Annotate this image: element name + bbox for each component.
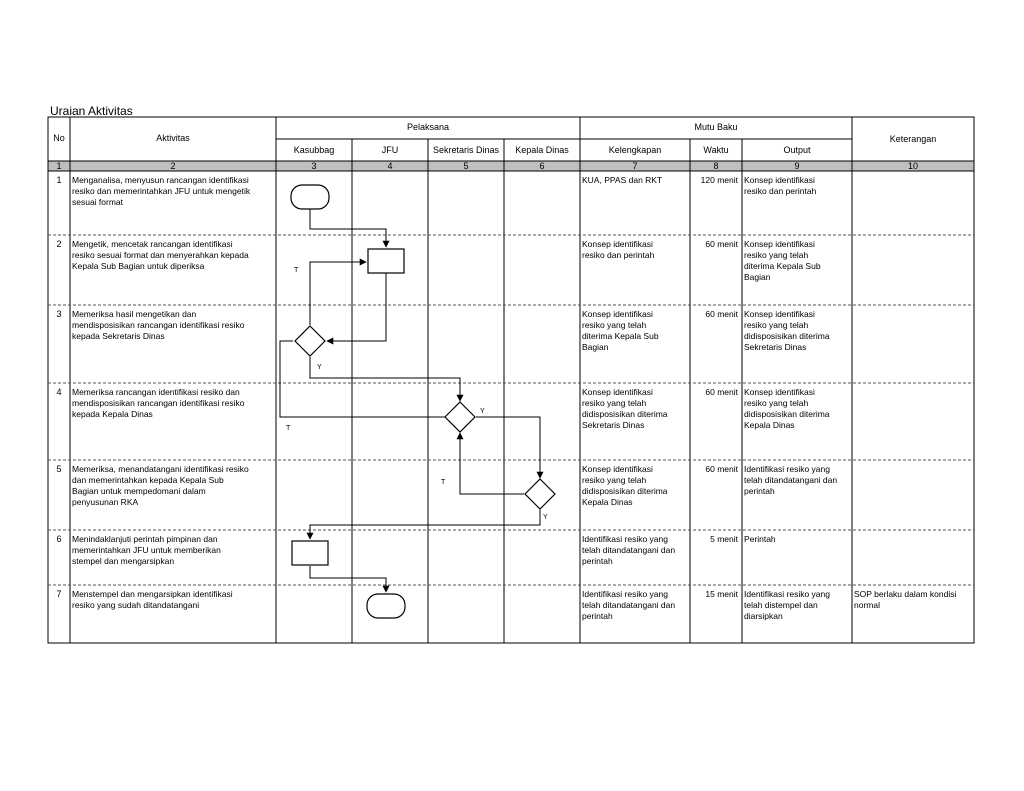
output-text: perintah [744, 486, 775, 496]
activity-text: Menstempel dan mengarsipkan identifikasi [72, 589, 233, 599]
column-number: 2 [170, 161, 176, 171]
kelengkapan-text: KUA, PPAS dan RKT [582, 175, 663, 185]
header-mutu-baku: Mutu Baku [694, 122, 738, 132]
kelengkapan-text: Kepala Dinas [582, 497, 633, 507]
connector-decision3-yes [310, 510, 540, 539]
document-title: Uraian Aktivitas [50, 104, 133, 118]
output-text: Sekretaris Dinas [744, 342, 807, 352]
column-number: 4 [387, 161, 393, 171]
kelengkapan-text: didisposisikan diterima [582, 486, 668, 496]
activity-text: mendisposisikan rancangan identifikasi resiko [72, 398, 245, 408]
row-number: 7 [56, 589, 62, 599]
connector-start-to-jfu [310, 209, 386, 247]
column-number: 5 [463, 161, 469, 171]
keterangan-text: normal [854, 600, 880, 610]
activity-text: penyusunan RKA [72, 497, 139, 507]
connector-jfu-to-decision1 [327, 273, 386, 341]
activity-text: Bagian untuk mempedomani dalam [72, 486, 206, 496]
decision-kepala-dinas [525, 479, 555, 509]
output-text: Perintah [744, 534, 776, 544]
output-text: diarsipkan [744, 611, 783, 621]
activity-text: resiko yang sudah ditandatangani [72, 600, 200, 610]
activity-text: Menganalisa, menyusun rancangan identifikasi [72, 175, 249, 185]
header-aktivitas: Aktivitas [156, 133, 190, 143]
activity-text: stempel dan mengarsipkan [72, 556, 175, 566]
output-text: Konsep identifikasi [744, 239, 815, 249]
header-keterangan: Keterangan [889, 134, 937, 144]
header-actor-3: Sekretaris Dinas [432, 145, 500, 155]
kelengkapan-text: didisposisikan diterima [582, 409, 668, 419]
keterangan-text: SOP berlaku dalam kondisi [854, 589, 957, 599]
column-number: 3 [311, 161, 317, 171]
process-jfu-typing [368, 249, 404, 273]
activity-text: Memeriksa hasil mengetikan dan [72, 309, 197, 319]
output-text: Bagian [744, 272, 771, 282]
activity-text: Kepala Sub Bagian untuk diperiksa [72, 261, 205, 271]
kelengkapan-text: Identifikasi resiko yang [582, 534, 668, 544]
start-terminator [291, 185, 329, 209]
row-number: 1 [56, 175, 62, 185]
label-t: T [286, 425, 291, 432]
row-number: 6 [56, 534, 62, 544]
waktu-text: 60 menit [705, 464, 738, 474]
connector-decision2-no [280, 341, 445, 417]
row-number: 5 [56, 464, 62, 474]
header-actor-1: Kasubbag [293, 145, 335, 155]
kelengkapan-text: Konsep identifikasi [582, 309, 653, 319]
kelengkapan-text: Konsep identifikasi [582, 387, 653, 397]
output-text: Konsep identifikasi [744, 175, 815, 185]
kelengkapan-text: Konsep identifikasi [582, 239, 653, 249]
kelengkapan-text: Sekretaris Dinas [582, 420, 645, 430]
waktu-text: 5 menit [710, 534, 738, 544]
header-mutu-1: Kelengkapan [608, 145, 662, 155]
waktu-text: 120 menit [700, 175, 738, 185]
connector-decision3-no [460, 433, 524, 494]
decision-kasubbag [295, 326, 325, 356]
column-number: 6 [539, 161, 545, 171]
activity-text: Memeriksa, menandatangani identifikasi resiko [72, 464, 249, 474]
header-pelaksana: Pelaksana [406, 122, 450, 132]
output-text: Identifikasi resiko yang [744, 589, 830, 599]
waktu-text: 60 menit [705, 387, 738, 397]
label-y: Y [543, 514, 548, 521]
label-t: T [441, 479, 446, 486]
column-number: 7 [632, 161, 638, 171]
header-actor-4: Kepala Dinas [515, 145, 569, 155]
row-number: 4 [56, 387, 62, 397]
activity-text: memerintahkan JFU untuk memberikan [72, 545, 221, 555]
header-mutu-3: Output [783, 145, 811, 155]
output-text: telah distempel dan [744, 600, 818, 610]
kelengkapan-text: telah ditandatangani dan [582, 545, 676, 555]
decision-sekretaris [445, 402, 475, 432]
output-text: resiko yang telah [744, 320, 809, 330]
kelengkapan-text: resiko yang telah [582, 320, 647, 330]
header-actor-2: JFU [381, 145, 399, 155]
header-mutu-2: Waktu [703, 145, 729, 155]
output-text: resiko yang telah [744, 398, 809, 408]
connector-kasubbag-to-end [310, 566, 386, 592]
output-text: resiko dan perintah [744, 186, 817, 196]
output-text: Kepala Dinas [744, 420, 795, 430]
kelengkapan-text: Bagian [582, 342, 609, 352]
kelengkapan-text: Konsep identifikasi [582, 464, 653, 474]
activity-text: resiko sesuai format dan menyerahkan kepada [72, 250, 249, 260]
activity-text: Menindaklanjuti perintah pimpinan dan [72, 534, 218, 544]
activity-text: kepada Sekretaris Dinas [72, 331, 165, 341]
connector-decision1-yes [310, 357, 460, 401]
kelengkapan-text: resiko yang telah [582, 398, 647, 408]
activity-text: sesuai format [72, 197, 124, 207]
output-text: Konsep identifikasi [744, 309, 815, 319]
kelengkapan-text: resiko yang telah [582, 475, 647, 485]
output-text: resiko yang telah [744, 250, 809, 260]
row-number: 2 [56, 239, 62, 249]
output-text: didisposisikan diterima [744, 409, 830, 419]
column-number: 10 [907, 161, 918, 171]
kelengkapan-text: perintah [582, 556, 613, 566]
activity-text: Mengetik, mencetak rancangan identifikasi [72, 239, 233, 249]
waktu-text: 60 menit [705, 309, 738, 319]
row-number: 3 [56, 309, 62, 319]
output-text: Identifikasi resiko yang [744, 464, 830, 474]
kelengkapan-text: diterima Kepala Sub [582, 331, 659, 341]
end-terminator [367, 594, 405, 618]
connector-decision2-yes [476, 417, 540, 478]
activity-text: resiko dan memerintahkan JFU untuk mengetik [72, 186, 251, 196]
label-y: Y [317, 364, 322, 371]
header-no: No [53, 133, 65, 143]
activity-text: kepada Kepala Dinas [72, 409, 153, 419]
output-text: diterima Kepala Sub [744, 261, 821, 271]
connector-decision1-no [310, 262, 366, 325]
output-text: didisposisikan diterima [744, 331, 830, 341]
kelengkapan-text: telah ditandatangani dan [582, 600, 676, 610]
output-text: Konsep identifikasi [744, 387, 815, 397]
label-t: T [294, 267, 299, 274]
column-number: 9 [794, 161, 800, 171]
output-text: telah ditandatangani dan [744, 475, 838, 485]
waktu-text: 15 menit [705, 589, 738, 599]
kelengkapan-text: resiko dan perintah [582, 250, 655, 260]
activity-text: mendisposisikan rancangan identifikasi resiko [72, 320, 245, 330]
process-kasubbag-followup [292, 541, 328, 565]
label-y: Y [480, 408, 485, 415]
activity-text: dan memerintahkan kepada Kepala Sub [72, 475, 224, 485]
kelengkapan-text: perintah [582, 611, 613, 621]
waktu-text: 60 menit [705, 239, 738, 249]
kelengkapan-text: Identifikasi resiko yang [582, 589, 668, 599]
column-number: 8 [713, 161, 719, 171]
activity-text: Memeriksa rancangan identifikasi resiko dan [72, 387, 240, 397]
column-number: 1 [56, 161, 62, 171]
